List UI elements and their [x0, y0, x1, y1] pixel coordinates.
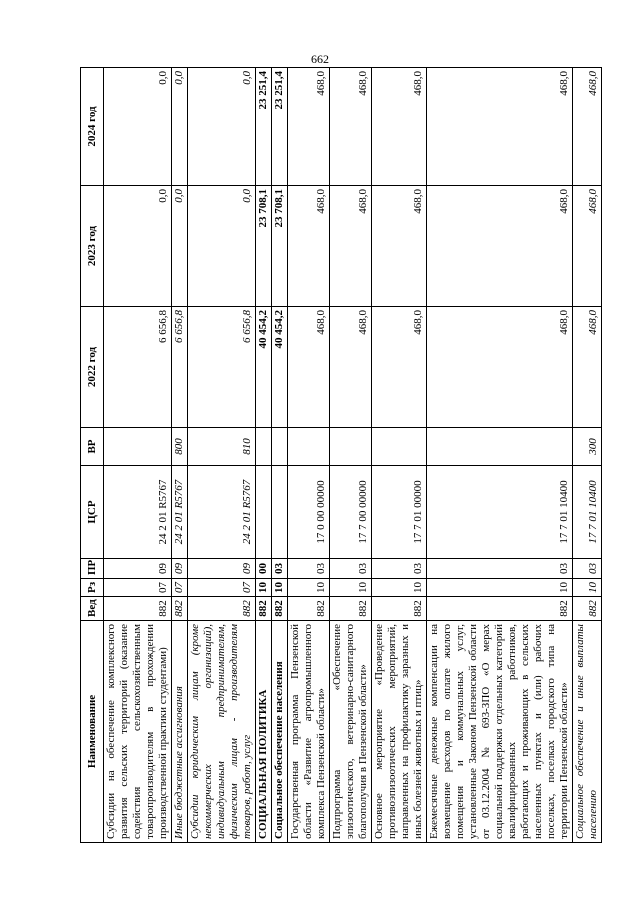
header-name: Наименование	[81, 621, 104, 843]
row-ved-cell: 882	[372, 597, 427, 621]
row-csr-cell	[256, 466, 272, 559]
row-pr-cell: 03	[372, 559, 427, 579]
row-name-cell: Основное мероприятие «Проведение противоэпизоотических мероприятий, направленных на профилактику заразных и иных болезней животных и птиц»	[372, 621, 427, 843]
row-csr-cell	[272, 466, 288, 559]
row-pr-cell: 09	[172, 559, 188, 579]
page-number: 662	[311, 52, 329, 66]
row-2022-cell: 6 656,8	[188, 307, 256, 428]
row-2022-cell: 6 656,8	[172, 307, 188, 428]
row-2024-cell: 468,0	[372, 68, 427, 186]
row-ved-cell: 882	[427, 597, 573, 621]
header-2022: 2022 год	[81, 307, 104, 428]
row-csr-cell: 24 2 01 R5767	[104, 466, 172, 559]
table-row	[256, 68, 272, 843]
row-pr-cell: 09	[104, 559, 172, 579]
row-vr-cell	[256, 428, 272, 466]
row-vr-cell	[272, 428, 288, 466]
row-2024-cell: 468,0	[288, 68, 330, 186]
row-2023-cell: 468,0	[573, 186, 602, 307]
row-vr-cell: 810	[188, 428, 256, 466]
row-pr-cell: 03	[573, 559, 602, 579]
table-row	[272, 68, 288, 843]
row-2023-cell: 0,0	[188, 186, 256, 307]
header-rz: Рз	[81, 579, 104, 597]
row-rz-cell: 10	[573, 579, 602, 597]
row-2022-cell: 468,0	[288, 307, 330, 428]
row-pr-cell: 03	[272, 559, 288, 579]
row-2022-cell: 6 656,8	[104, 307, 172, 428]
row-vr-cell: 300	[573, 428, 602, 466]
row-name-cell: Иные бюджетные ассигнования	[172, 621, 188, 843]
row-csr-cell: 17 7 00 00000	[330, 466, 372, 559]
row-vr-cell	[104, 428, 172, 466]
row-2023-cell: 468,0	[372, 186, 427, 307]
row-rz-cell: 07	[104, 579, 172, 597]
header-vr: ВР	[81, 428, 104, 466]
row-2023-cell: 23 708,1	[256, 186, 272, 307]
row-2024-cell: 0,0	[104, 68, 172, 186]
table-row	[288, 68, 330, 843]
row-vr-cell	[372, 428, 427, 466]
table-row	[330, 68, 372, 843]
row-2024-cell: 23 251,4	[272, 68, 288, 186]
table-row	[372, 68, 427, 843]
row-csr-cell: 17 7 01 10400	[573, 466, 602, 559]
row-rz-cell: 07	[188, 579, 256, 597]
row-2023-cell: 0,0	[104, 186, 172, 307]
header-pr: ПР	[81, 559, 104, 579]
row-rz-cell: 10	[288, 579, 330, 597]
budget-table	[80, 67, 602, 843]
table-row	[573, 68, 602, 843]
budget-table-container	[80, 68, 599, 843]
header-2023: 2023 год	[81, 186, 104, 307]
row-2022-cell: 468,0	[427, 307, 573, 428]
row-2022-cell: 40 454,2	[256, 307, 272, 428]
table-row	[427, 68, 573, 843]
table-row	[188, 68, 256, 843]
row-ved-cell: 882	[272, 597, 288, 621]
row-2024-cell: 0,0	[188, 68, 256, 186]
table-row	[172, 68, 188, 843]
row-2022-cell: 40 454,2	[272, 307, 288, 428]
row-name-cell: Государственная программа Пензенской области «Развитие агропромышленного комплекса Пензенской области»	[288, 621, 330, 843]
row-rz-cell: 10	[330, 579, 372, 597]
row-2024-cell: 468,0	[427, 68, 573, 186]
row-ved-cell: 882	[172, 597, 188, 621]
row-2023-cell: 468,0	[330, 186, 372, 307]
row-rz-cell: 10	[256, 579, 272, 597]
row-ved-cell: 882	[288, 597, 330, 621]
row-pr-cell: 03	[427, 559, 573, 579]
row-2023-cell: 0,0	[172, 186, 188, 307]
row-name-cell: СОЦИАЛЬНАЯ ПОЛИТИКА	[256, 621, 272, 843]
row-ved-cell: 882	[256, 597, 272, 621]
row-name-cell: Социальное обеспечение и иные выплаты населению	[573, 621, 602, 843]
row-vr-cell	[330, 428, 372, 466]
row-csr-cell: 24 2 01 R5767	[188, 466, 256, 559]
row-pr-cell: 09	[188, 559, 256, 579]
row-name-cell: Социальное обеспечение населения	[272, 621, 288, 843]
header-csr: ЦСР	[81, 466, 104, 559]
header-2024: 2024 год	[81, 68, 104, 186]
row-2023-cell: 23 708,1	[272, 186, 288, 307]
row-name-cell: Субсидии юридическим лицам (кроме некоммерческих организаций), индивидуальным предпринимателям, физическим лицам - производителям товаров, работ, услуг	[188, 621, 256, 843]
row-2023-cell: 468,0	[288, 186, 330, 307]
row-2022-cell: 468,0	[330, 307, 372, 428]
row-2024-cell: 468,0	[573, 68, 602, 186]
row-rz-cell: 10	[427, 579, 573, 597]
row-vr-cell	[427, 428, 573, 466]
rotated-page-area	[80, 68, 599, 843]
row-rz-cell: 10	[372, 579, 427, 597]
row-vr-cell	[288, 428, 330, 466]
row-ved-cell: 882	[104, 597, 172, 621]
table-row	[104, 68, 172, 843]
row-2022-cell: 468,0	[573, 307, 602, 428]
row-2022-cell: 468,0	[372, 307, 427, 428]
row-name-cell: Подпрограмма «Обеспечение эпизоотического, ветеринарно-санитарного благополучия в Пензенской области»	[330, 621, 372, 843]
row-pr-cell: 00	[256, 559, 272, 579]
row-ved-cell: 882	[330, 597, 372, 621]
row-2023-cell: 468,0	[427, 186, 573, 307]
row-ved-cell: 882	[573, 597, 602, 621]
row-pr-cell: 03	[288, 559, 330, 579]
row-2024-cell: 468,0	[330, 68, 372, 186]
row-rz-cell: 07	[172, 579, 188, 597]
row-csr-cell: 24 2 01 R5767	[172, 466, 188, 559]
row-pr-cell: 03	[330, 559, 372, 579]
row-csr-cell: 17 7 01 10400	[427, 466, 573, 559]
header-ved: Вед	[81, 597, 104, 621]
row-name-cell: Ежемесячные денежные компенсации на возмещение расходов по оплате жилого помещения и коммунальных услуг, установленные Законом Пензенской области от 03.12.2004 № 693-ЗПО «О мерах социальной поддержки отдельных категорий квалифицированных работников, работающих и проживающих в сельских населенных пунктах и (или) рабочих поселках, поселках городского типа на территории Пензенской области»	[427, 621, 573, 843]
row-2024-cell: 23 251,4	[256, 68, 272, 186]
row-rz-cell: 10	[272, 579, 288, 597]
row-2024-cell: 0,0	[172, 68, 188, 186]
row-csr-cell: 17 0 00 00000	[288, 466, 330, 559]
row-name-cell: Субсидии на обеспечение комплексного развития сельских территорий (оказание содействия сельскохозяйственным товаропроизводителям в прохождении производственной практики студентами)	[104, 621, 172, 843]
row-vr-cell: 800	[172, 428, 188, 466]
table-header-row	[81, 68, 104, 843]
row-ved-cell: 882	[188, 597, 256, 621]
row-csr-cell: 17 7 01 00000	[372, 466, 427, 559]
